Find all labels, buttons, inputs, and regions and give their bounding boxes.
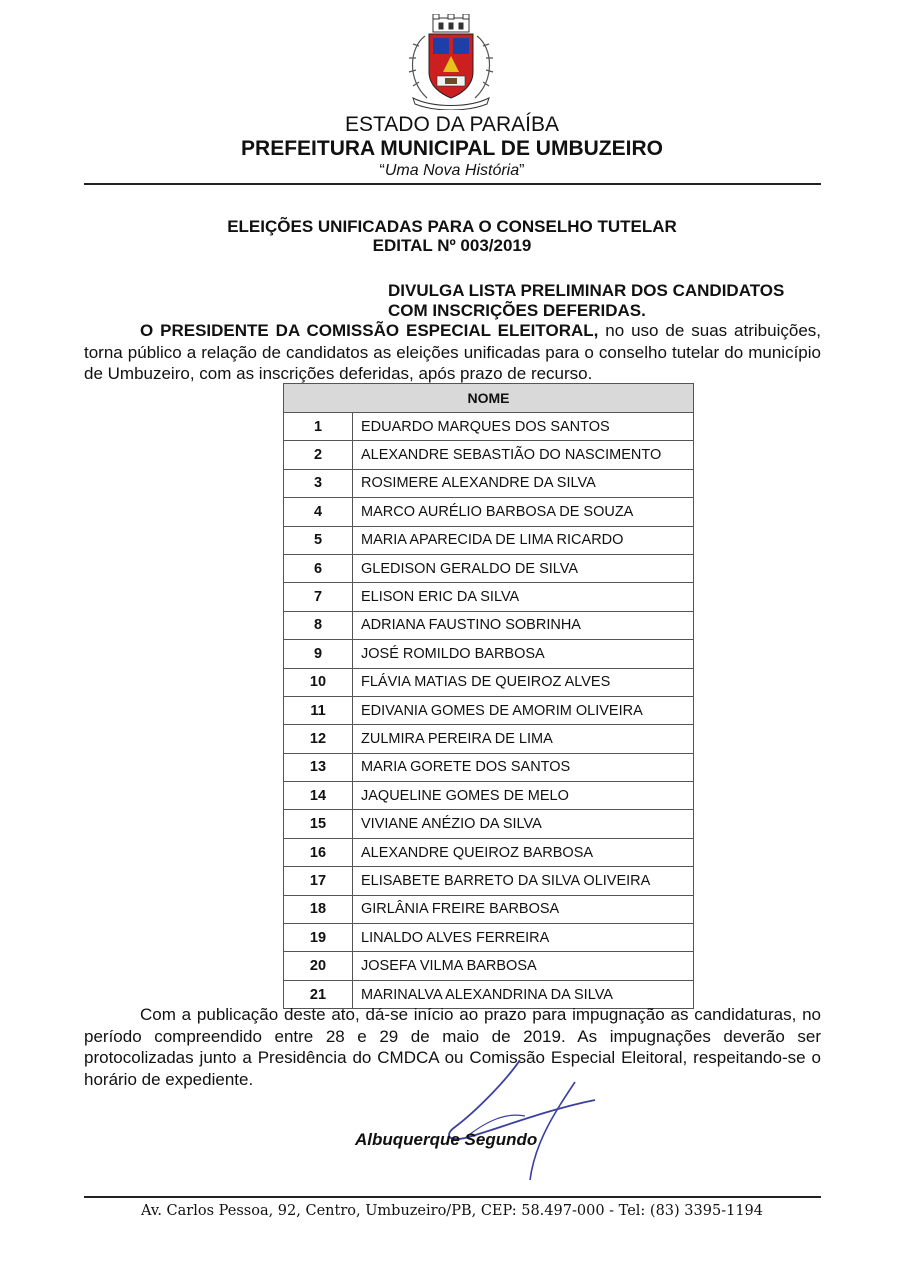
candidate-number: 20 xyxy=(284,952,353,980)
candidate-name: VIVIANE ANÉZIO DA SILVA xyxy=(353,810,694,838)
candidate-name: FLÁVIA MATIAS DE QUEIROZ ALVES xyxy=(353,668,694,696)
motto: “Uma Nova História” xyxy=(379,162,525,179)
table-row xyxy=(284,413,694,441)
table-row xyxy=(284,952,694,980)
table-row xyxy=(284,583,694,611)
table-header-nome: NOME xyxy=(284,384,694,413)
table-row xyxy=(284,895,694,923)
footer-address: Av. Carlos Pessoa, 92, Centro, Umbuzeiro/PB, CEP: 58.497-000 - Tel: (83) 3395-1194 xyxy=(140,1203,763,1219)
table-row xyxy=(284,554,694,582)
candidate-name: ZULMIRA PEREIRA DE LIMA xyxy=(353,725,694,753)
candidate-number: 6 xyxy=(284,554,353,582)
table-row xyxy=(284,526,694,554)
candidate-name: ALEXANDRE SEBASTIÃO DO NASCIMENTO xyxy=(353,441,694,469)
candidate-name: JAQUELINE GOMES DE MELO xyxy=(353,782,694,810)
candidate-number: 14 xyxy=(284,782,353,810)
table-row xyxy=(284,782,694,810)
state-heading: ESTADO DA PARAÍBA xyxy=(345,113,559,136)
shield-icon xyxy=(429,34,473,98)
candidate-name: ELISON ERIC DA SILVA xyxy=(353,583,694,611)
closing-paragraph: Com a publicação deste ato, dá-se início ao prazo para impugnação as candidaturas, no período compreendido entre 28 e 29 de maio de 2019. As impugnações deverão ser protocolizadas junto a Presidência do CMDCA ou Comissão Especial Eleitoral, respeitando-se o horário de expediente. xyxy=(84,1005,821,1089)
candidate-name: GLEDISON GERALDO DE SILVA xyxy=(353,554,694,582)
table-row xyxy=(284,611,694,639)
candidate-number: 7 xyxy=(284,583,353,611)
candidate-number: 2 xyxy=(284,441,353,469)
candidate-number: 15 xyxy=(284,810,353,838)
edital-number: EDITAL Nº 003/2019 xyxy=(372,236,532,255)
candidate-number: 12 xyxy=(284,725,353,753)
table-row xyxy=(284,867,694,895)
candidate-name: ADRIANA FAUSTINO SOBRINHA xyxy=(353,611,694,639)
header-divider xyxy=(84,183,821,185)
candidate-name: EDUARDO MARQUES DOS SANTOS xyxy=(353,413,694,441)
table-row xyxy=(284,469,694,497)
candidate-number: 9 xyxy=(284,640,353,668)
candidate-number: 17 xyxy=(284,867,353,895)
signer-name: Albuquerque Segundo xyxy=(355,1130,538,1149)
candidate-number: 4 xyxy=(284,498,353,526)
notice-subtitle: DIVULGA LISTA PRELIMINAR DOS CANDIDATOS COM INSCRIÇÕES DEFERIDAS. xyxy=(388,281,785,320)
table-row xyxy=(284,838,694,866)
candidate-number: 3 xyxy=(284,469,353,497)
municipal-crest xyxy=(395,14,507,110)
candidate-name: ELISABETE BARRETO DA SILVA OLIVEIRA xyxy=(353,867,694,895)
signature-scribble xyxy=(435,1052,605,1182)
intro-text: no uso de suas atribuições, torna público a relação de candidatos as eleições unificadas para o conselho tutelar do município de Umbuzeiro, com as inscrições deferidas, após prazo de recurso. xyxy=(84,321,821,383)
table-row xyxy=(284,498,694,526)
candidate-number: 13 xyxy=(284,753,353,781)
table-row xyxy=(284,668,694,696)
table-header-row xyxy=(284,384,694,413)
candidate-number: 8 xyxy=(284,611,353,639)
candidate-name: JOSÉ ROMILDO BARBOSA xyxy=(353,640,694,668)
intro-paragraph xyxy=(84,320,821,385)
candidate-number: 11 xyxy=(284,696,353,724)
table-row xyxy=(284,725,694,753)
candidates-table xyxy=(283,383,694,1009)
table-row xyxy=(284,640,694,668)
table-row xyxy=(284,810,694,838)
candidate-name: EDIVANIA GOMES DE AMORIM OLIVEIRA xyxy=(353,696,694,724)
candidate-name: MARIA GORETE DOS SANTOS xyxy=(353,753,694,781)
table-row xyxy=(284,753,694,781)
candidate-name: GIRLÂNIA FREIRE BARBOSA xyxy=(353,895,694,923)
footer-divider xyxy=(84,1196,821,1198)
intro-bold-text: O PRESIDENTE DA COMISSÃO ESPECIAL ELEITORAL, xyxy=(140,321,599,340)
candidate-number: 1 xyxy=(284,413,353,441)
candidate-number: 10 xyxy=(284,668,353,696)
candidate-name: ROSIMERE ALEXANDRE DA SILVA xyxy=(353,469,694,497)
candidate-name: JOSEFA VILMA BARBOSA xyxy=(353,952,694,980)
table-row xyxy=(284,441,694,469)
candidate-name: LINALDO ALVES FERREIRA xyxy=(353,924,694,952)
table-row xyxy=(284,924,694,952)
table-row xyxy=(284,696,694,724)
candidate-number: 5 xyxy=(284,526,353,554)
crown-icon xyxy=(433,14,469,32)
candidate-number: 16 xyxy=(284,838,353,866)
candidate-name: MARINALVA ALEXANDRINA DA SILVA xyxy=(353,980,694,1008)
prefecture-heading: PREFEITURA MUNICIPAL DE UMBUZEIRO xyxy=(241,137,663,160)
candidate-name: ALEXANDRE QUEIROZ BARBOSA xyxy=(353,838,694,866)
candidate-name: MARIA APARECIDA DE LIMA RICARDO xyxy=(353,526,694,554)
candidate-number: 21 xyxy=(284,980,353,1008)
candidate-number: 18 xyxy=(284,895,353,923)
ribbon-icon xyxy=(413,98,489,110)
candidate-number: 19 xyxy=(284,924,353,952)
notice-title: ELEIÇÕES UNIFICADAS PARA O CONSELHO TUTELAR xyxy=(227,217,677,236)
candidate-name: MARCO AURÉLIO BARBOSA DE SOUZA xyxy=(353,498,694,526)
